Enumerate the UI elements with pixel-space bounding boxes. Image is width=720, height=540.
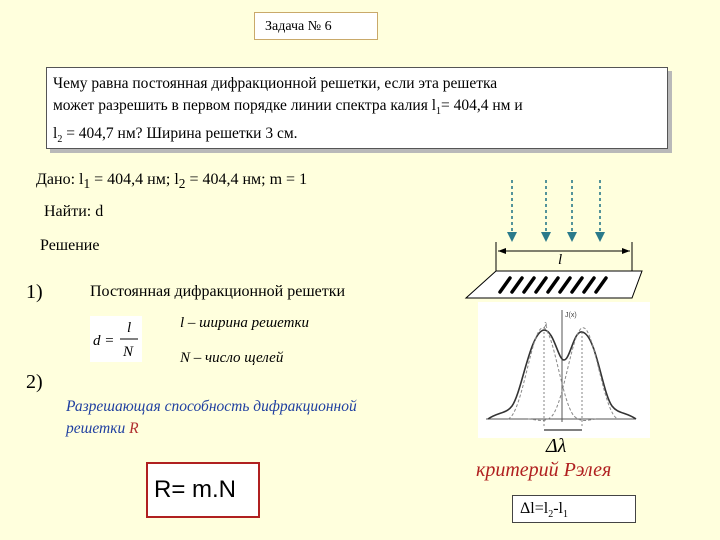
step-1-text: Постоянная дифракционной решетки	[90, 283, 346, 300]
dim-arrow-right	[622, 248, 630, 254]
peak-label: λ	[544, 321, 548, 330]
rayleigh-graph	[478, 302, 650, 456]
find-label: Найти: d	[44, 203, 104, 220]
width-label: l	[558, 252, 563, 268]
resolving-power-text: Разрешающая способность дифракционной решетки R	[66, 398, 357, 437]
given-data: Дано: $l_1 = 404,4$ нм; $l_2 = 404,4$ нм; m = 1	[36, 171, 308, 192]
graph-background	[478, 302, 650, 438]
note-slits: N – число щелей	[180, 350, 284, 366]
problem-statement	[46, 67, 668, 149]
svg-text:l: l	[127, 320, 132, 336]
arrow-head-2	[541, 232, 551, 242]
solution-label: Решение	[40, 237, 100, 254]
resolving-power-formula: R= m.N	[146, 462, 260, 518]
delta-lambda-label: Δλ	[546, 435, 567, 456]
step-number-2: 2)	[26, 371, 43, 393]
problem-line-1: Чему равна постоянная дифракционной решетки, если эта решетка	[53, 75, 498, 92]
formula-graphic	[90, 316, 142, 362]
note-width: l – ширина решетки	[180, 315, 309, 331]
arrow-head-3	[567, 232, 577, 242]
arrow-head-4	[595, 232, 605, 242]
y-axis-label: J(x)	[565, 312, 577, 319]
grating-constant-formula	[90, 316, 142, 362]
svg-text:d =: d =	[93, 333, 115, 349]
arrow-head-1	[507, 232, 517, 242]
task-title: Задача № 6	[254, 12, 378, 40]
rayleigh-criterion-label: критерий Рэлея	[476, 459, 612, 481]
problem-line-3: $l_2 = 404,7$ нм? Ширина решетки 3 см.	[53, 125, 298, 146]
problem-line-2: может разрешить в первом порядке линии спектра калия $l_1= 404,4$ нм и	[53, 97, 523, 118]
svg-text:N: N	[123, 344, 134, 360]
grating-diagram	[462, 176, 662, 302]
step-number-1: 1)	[26, 281, 43, 303]
dim-arrow-left	[498, 248, 506, 254]
delta-formula-box: $\Delta l=l_2-l_1$	[512, 495, 636, 523]
